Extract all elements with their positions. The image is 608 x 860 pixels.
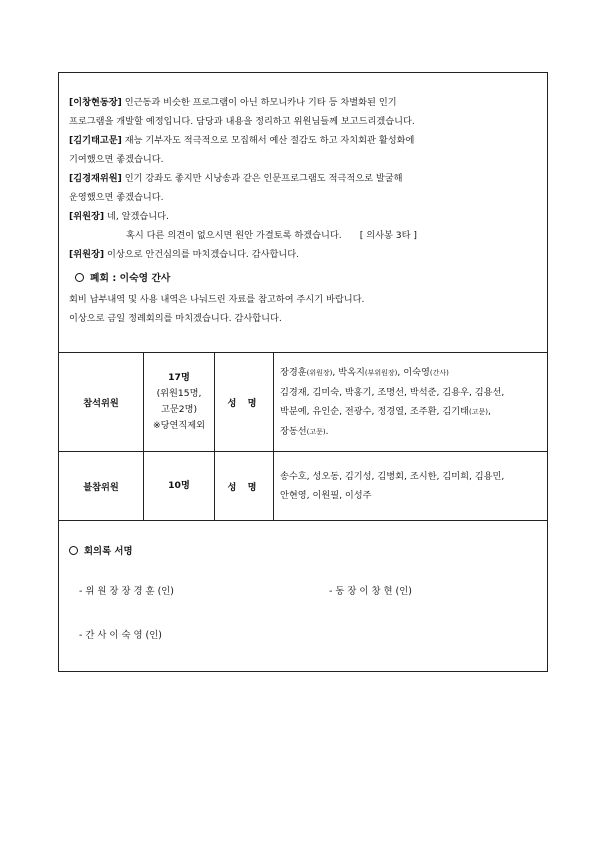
circle-bullet-icon [69,546,78,555]
minute-text: 네, 알겠습니다. [104,211,169,222]
absent-names-line-2: 안현영, 이원필, 이성주 [280,490,372,501]
closing-remark [69,245,539,264]
member-name: 장동선 [280,425,307,437]
signature-title [69,543,539,557]
minute-entry [69,169,539,188]
speaker-label: [위원장] [69,211,105,222]
present-names-line-1 [280,363,541,383]
present-count-cell [144,353,215,452]
absent-names [274,452,548,521]
minute-text: 재능 기부자도 적극적으로 모집해서 예산 절감도 하고 자치회관 활성화에 [121,135,415,146]
member-role: (위원장) [306,368,333,377]
minute-entry [69,207,539,226]
present-detail-1: (위원15명, [156,388,202,399]
circle-bullet-icon [75,273,84,282]
gavel-text: 혹시 다른 의견이 없으시면 원안 가결토록 하겠습니다. [126,230,342,241]
section-close-heading [75,269,539,289]
minute-continuation: 운영했으면 좋겠습니다. [69,192,164,203]
speaker-label: [김기태고문] [69,135,122,146]
member-name: 장경훈 [280,366,307,378]
member-role: (고문) [306,427,326,436]
present-label: 참석위원 [59,353,144,452]
close-line: 회비 납부내역 및 사용 내역은 나눠드린 자료를 참고하여 주시기 바랍니다. [69,294,365,305]
member-name: , 박옥지 [332,366,365,378]
speaker-label: [위원장] [69,249,105,260]
present-note: ※당연직제외 [152,420,206,431]
member-role: (부위원장) [364,368,398,377]
present-names [274,353,548,452]
speaker-label: [김경재위원] [69,173,122,184]
absent-count-cell [144,452,215,521]
table-row-absent [59,452,547,521]
close-line: 이상으로 금일 정례회의를 마치겠습니다. 감사합니다. [69,313,282,324]
present-name-label: 성 명 [215,353,274,452]
present-names-line-4: 장동선(고문). [280,425,329,437]
minute-continuation: 프로그램을 개발할 예정입니다. 담당과 내용을 정리하고 위원님들께 보고드리겠습니다. [69,116,415,127]
present-detail-2: 고문2명) [160,404,198,415]
absent-count: 10명 [168,480,190,491]
signature-section [69,543,539,641]
closing-text: 이상으로 안건심의를 마치겠습니다. 감사합니다. [104,249,300,260]
minute-continuation: 기여했으면 좋겠습니다. [69,154,164,165]
member-names: 박분예, 유인순, 전광수, 정경열, 조주환, 김기태 [280,405,469,417]
minutes-body [69,93,539,328]
member-role: (간사) [429,368,449,377]
signature-dong: - 동 장 이 창 현 (인) [329,586,412,597]
minute-entry [69,131,539,150]
gavel-ref: [ 의사봉 3타 ] [359,230,417,241]
signature-chair: - 위 원 장 장 경 훈 (인) [79,586,174,597]
present-names-line-2: 김경재, 김미숙, 박홍기, 조명선, 박석준, 김용우, 김용선, [280,386,505,398]
minute-text: 인근동과 비슷한 프로그램이 아닌 하모니카나 기타 등 차별화된 인기 [121,97,397,108]
minute-text: 인기 강좌도 좋지만 시낭송과 같은 인문프로그램도 적극적으로 발굴해 [121,173,403,184]
speaker-label: [이창현동장] [69,97,122,108]
gavel-line [69,226,539,245]
absent-label: 불참위원 [59,452,144,521]
present-count: 17명 [168,372,190,383]
signature-secretary: - 간 사 이 숙 영 (인) [79,630,162,641]
present-names-line-3: 박분예, 유인순, 전광수, 정경열, 조주환, 김기태(고문), [280,405,491,417]
minute-entry [69,93,539,112]
signature-title-text: 회의록 서명 [84,546,133,557]
section-close-title: 폐회 : 이숙영 간사 [90,273,171,284]
member-role: (고문) [468,407,488,416]
attendance-table [59,352,547,521]
absent-name-label: 성 명 [215,452,274,521]
table-row-present [59,353,547,452]
member-name: , 이숙영 [397,366,430,378]
absent-names-line-1: 송수호, 성오동, 김기성, 김병회, 조시한, 김미희, 김용민, [280,471,505,482]
document-frame [58,72,548,672]
